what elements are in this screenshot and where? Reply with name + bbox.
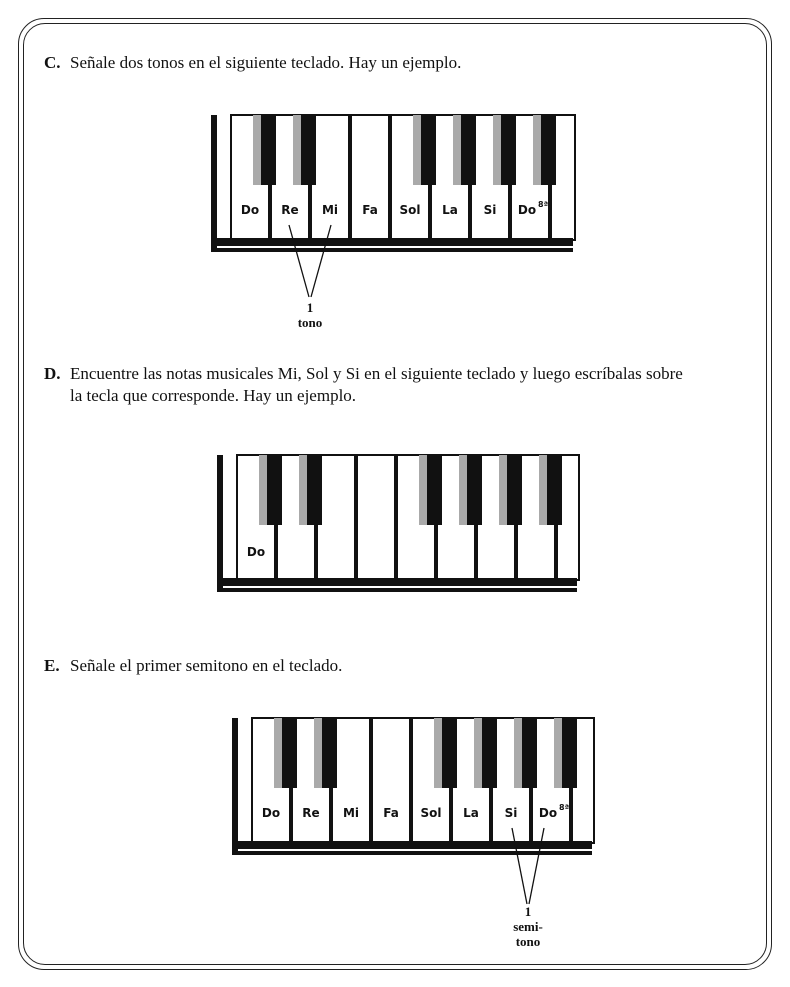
- key-label: Do: [261, 806, 281, 820]
- octave-mark: 8ª: [559, 803, 570, 812]
- key-label: Do: [517, 203, 537, 217]
- key-label: Do: [538, 806, 558, 820]
- tone-annotation-c: [290, 300, 330, 330]
- exercise-e-text: Señale el primer semitono en el teclado.: [70, 656, 343, 675]
- key-label: Do: [240, 203, 260, 217]
- exercise-e-letter: E.: [44, 656, 60, 675]
- annotation-number: 1: [306, 300, 314, 315]
- annotation-label-line2: tono: [515, 934, 541, 949]
- semitone-annotation-e: [503, 904, 553, 949]
- annotation-number: 1: [524, 904, 532, 919]
- key-label: Sol: [420, 806, 442, 820]
- exercise-d-text-line2: la tecla que corresponde. Hay un ejemplo.: [70, 386, 357, 405]
- key-label: Fa: [362, 203, 378, 217]
- key-label: La: [463, 806, 479, 820]
- tone-bracket-c: [280, 225, 340, 300]
- key-label: Mi: [342, 806, 360, 820]
- white-keys: [237, 455, 579, 580]
- key-label: Si: [504, 806, 518, 820]
- semitone-bracket-e: [508, 828, 548, 908]
- annotation-label: tono: [297, 315, 323, 330]
- key-label: La: [442, 203, 458, 217]
- exercise-c-letter: C.: [44, 53, 61, 72]
- key-label: Sol: [399, 203, 421, 217]
- key-label-example: Do: [246, 545, 266, 559]
- exercise-d-text-line1: Encuentre las notas musicales Mi, Sol y Si en el siguiente teclado y luego escríbalas sobre: [70, 364, 683, 383]
- octave-mark: 8ª: [538, 200, 549, 209]
- key-label: Si: [483, 203, 497, 217]
- keyboard-d: [217, 455, 577, 598]
- exercise-c-text: Señale dos tonos en el siguiente teclado. Hay un ejemplo.: [70, 53, 462, 72]
- exercise-c-instruction: [44, 52, 750, 74]
- key-label: Re: [302, 806, 320, 820]
- exercise-e-instruction: [44, 655, 750, 677]
- exercise-d-instruction: [44, 363, 750, 407]
- exercise-d-letter: D.: [44, 364, 61, 383]
- white-keys: [252, 718, 594, 843]
- white-keys: [231, 115, 575, 240]
- key-label: Mi: [321, 203, 339, 217]
- key-label: Re: [281, 203, 299, 217]
- keyboard-c: [211, 115, 573, 258]
- annotation-label-line1: semi-: [513, 919, 543, 934]
- key-label: Fa: [383, 806, 399, 820]
